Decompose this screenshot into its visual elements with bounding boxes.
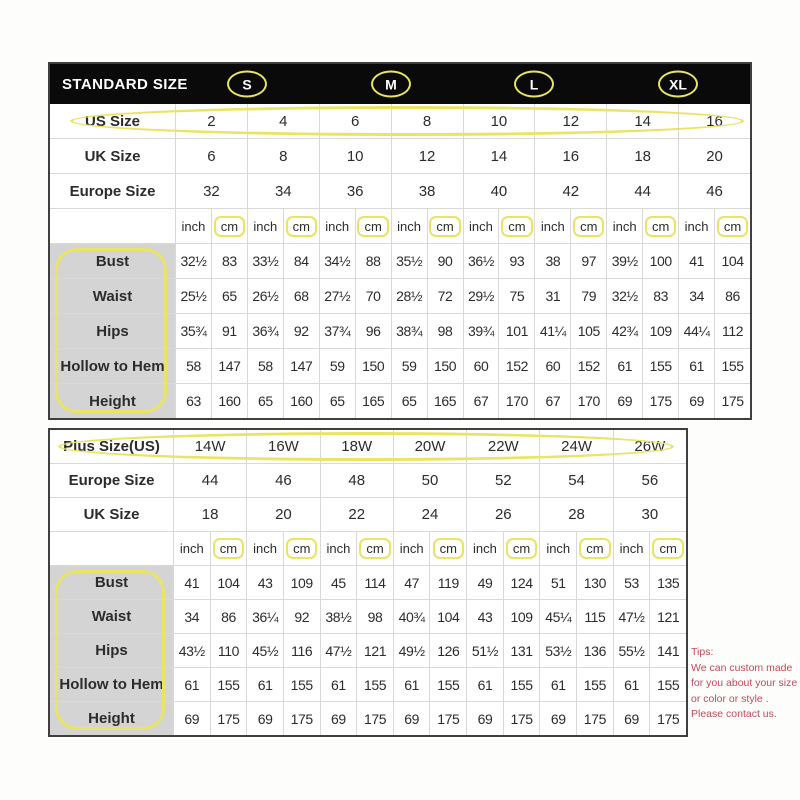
size-row-europe-size [50,173,750,208]
measure-value: 61 [606,349,642,383]
measure-value: 84 [283,244,319,278]
row-label: Plus Size(US) [63,438,160,455]
measure-value: 175 [576,702,613,735]
unit-inch-label: inch [463,209,499,243]
size-value: 20 [246,498,319,531]
unit-inch-label: inch [391,209,427,243]
measure-value: 109 [283,566,320,599]
size-row-uk-size [50,497,686,531]
unit-cm-cell [283,209,319,243]
measure-value: 34½ [319,244,355,278]
size-value: 44 [606,174,678,208]
row-label: UK Size [84,147,141,165]
measure-value: 109 [642,314,678,348]
tips-text-line: We can custom made [691,661,793,674]
row-label: Height [50,702,173,735]
measure-value: 155 [356,668,393,701]
measure-block [50,243,750,418]
measure-value: 47½ [320,634,357,667]
size-group-l-badge: L [514,71,554,98]
unit-inch-label: inch [173,532,210,565]
size-value: 6 [175,139,247,173]
measure-value: 175 [210,702,247,735]
unit-inch-label: inch [319,209,355,243]
standard-size-table [48,62,752,420]
measure-value: 175 [429,702,466,735]
measure-value: 152 [570,349,606,383]
measure-value: 175 [283,702,320,735]
unit-cm-label: cm [286,538,317,559]
measure-row-height [50,701,686,735]
size-value: 22 [320,498,393,531]
measure-value: 86 [714,279,750,313]
size-row-uk-size [50,138,750,173]
size-row-europe-size [50,463,686,497]
measure-value: 115 [576,600,613,633]
size-group-m-badge: M [371,71,411,98]
size-value: 8 [247,139,319,173]
measure-value: 165 [427,384,463,418]
tips-text-line: for you about your size [691,677,798,689]
measure-value: 33½ [247,244,283,278]
row-label: Hips [50,314,175,348]
unit-cm-label: cm [433,538,464,559]
measure-value: 53 [613,566,650,599]
measure-value: 69 [678,384,714,418]
measure-value: 67 [534,384,570,418]
measure-value: 67 [463,384,499,418]
size-value: 36 [319,174,391,208]
unit-cm-cell [642,209,678,243]
unit-label-spacer [50,532,173,565]
measure-value: 69 [539,702,576,735]
measure-value: 42¾ [606,314,642,348]
size-value: 14 [463,139,535,173]
measure-value: 155 [649,668,686,701]
unit-cm-cell [210,532,247,565]
unit-label-spacer [50,209,175,243]
unit-cm-label: cm [359,538,390,559]
unit-cm-label: cm [214,216,245,237]
unit-cm-cell [283,532,320,565]
size-value: 26 [466,498,539,531]
measure-value: 155 [210,668,247,701]
measure-row-bust [50,244,750,278]
measure-value: 75 [498,279,534,313]
unit-cm-cell [503,532,540,565]
unit-inch-label: inch [534,209,570,243]
measure-value: 90 [427,244,463,278]
measure-value: 121 [356,634,393,667]
measure-value: 170 [570,384,606,418]
size-value: 20 [678,139,750,173]
measure-value: 51½ [466,634,503,667]
measure-value: 155 [503,668,540,701]
row-label: Hips [50,634,173,667]
unit-cm-label: cm [717,216,748,237]
unit-cm-cell [427,209,463,243]
measure-block [50,565,686,735]
tips-note [691,645,797,723]
standard-size-title: STANDARD SIZE [62,75,188,93]
measure-value: 36½ [463,244,499,278]
unit-inch-label: inch [613,532,650,565]
measure-value: 39¾ [463,314,499,348]
measure-value: 112 [714,314,750,348]
size-value: 10 [463,104,535,138]
measure-row-hollow-to-hem [50,348,750,383]
row-label: US Size [84,112,141,130]
unit-inch-label: inch [247,209,283,243]
measure-value: 34 [678,279,714,313]
measure-value: 175 [356,702,393,735]
row-label: Bust [50,244,175,278]
measure-value: 65 [211,279,247,313]
row-label: Height [50,384,175,418]
unit-cm-label: cm [357,216,388,237]
measure-value: 150 [427,349,463,383]
size-value: 42 [534,174,606,208]
measure-value: 91 [211,314,247,348]
unit-cm-label: cm [213,538,244,559]
measure-row-bust [50,566,686,599]
measure-value: 61 [466,668,503,701]
measure-value: 47½ [613,600,650,633]
measure-value: 55½ [613,634,650,667]
size-value: 14W [173,430,246,463]
measure-value: 27½ [319,279,355,313]
row-label: Bust [50,566,173,599]
measure-row-hollow-to-hem [50,667,686,701]
measure-value: 25½ [175,279,211,313]
measure-value: 36¼ [246,600,283,633]
measure-value: 104 [714,244,750,278]
size-value: 28 [539,498,612,531]
measure-value: 105 [570,314,606,348]
measure-row-height [50,383,750,418]
measure-value: 160 [211,384,247,418]
measure-value: 155 [283,668,320,701]
unit-cm-label: cm [652,538,683,559]
measure-value: 69 [173,702,210,735]
size-value: 50 [393,464,466,497]
measure-value: 69 [466,702,503,735]
measure-value: 114 [356,566,393,599]
unit-cm-cell [714,209,750,243]
measure-value: 69 [606,384,642,418]
size-value: 52 [466,464,539,497]
unit-cm-cell [356,532,393,565]
measure-value: 35¾ [175,314,211,348]
row-label: Europe Size [68,472,155,489]
measure-value: 47 [393,566,430,599]
unit-cm-cell [355,209,391,243]
measure-value: 61 [246,668,283,701]
measure-value: 43½ [173,634,210,667]
measure-value: 58 [175,349,211,383]
measure-value: 59 [319,349,355,383]
unit-cm-cell [576,532,613,565]
size-value: 12 [534,104,606,138]
unit-cm-label: cm [506,538,537,559]
size-value: 16 [534,139,606,173]
measure-value: 155 [429,668,466,701]
measure-value: 45¼ [539,600,576,633]
measure-value: 101 [498,314,534,348]
size-value: 20W [393,430,466,463]
measure-value: 130 [576,566,613,599]
measure-value: 45 [320,566,357,599]
measure-value: 69 [320,702,357,735]
measure-value: 98 [427,314,463,348]
measure-value: 135 [649,566,686,599]
measure-value: 152 [498,349,534,383]
row-label: Hollow to Hem [50,668,173,701]
measure-value: 32½ [175,244,211,278]
measure-row-waist [50,278,750,313]
size-value: 34 [247,174,319,208]
tips-title: Tips: [691,646,714,658]
measure-value: 61 [320,668,357,701]
measure-value: 136 [576,634,613,667]
size-value: 46 [246,464,319,497]
measure-value: 63 [175,384,211,418]
measure-value: 59 [391,349,427,383]
measure-value: 160 [283,384,319,418]
measure-value: 104 [429,600,466,633]
measure-value: 68 [283,279,319,313]
measure-value: 32½ [606,279,642,313]
tips-text-line: Please contact us. [691,708,777,720]
unit-cm-cell [649,532,686,565]
size-value: 38 [391,174,463,208]
measure-value: 175 [714,384,750,418]
measure-value: 124 [503,566,540,599]
row-label: UK Size [83,506,140,523]
plus-size-table [48,428,688,737]
size-value: 10 [319,139,391,173]
unit-inch-label: inch [539,532,576,565]
measure-value: 41 [678,244,714,278]
size-value: 16W [246,430,319,463]
measure-value: 28½ [391,279,427,313]
measure-value: 97 [570,244,606,278]
measure-value: 110 [210,634,247,667]
measure-value: 35½ [391,244,427,278]
measure-value: 53½ [539,634,576,667]
measure-value: 41¼ [534,314,570,348]
measure-value: 175 [642,384,678,418]
measure-row-hips [50,313,750,348]
measure-row-hips [50,633,686,667]
standard-size-header [50,64,750,104]
row-label: Waist [50,600,173,633]
unit-inch-label: inch [393,532,430,565]
unit-cm-label: cm [573,216,604,237]
measure-value: 44¼ [678,314,714,348]
unit-row [50,531,686,565]
measure-value: 116 [283,634,320,667]
unit-cm-label: cm [579,538,610,559]
size-value: 40 [463,174,535,208]
measure-value: 131 [503,634,540,667]
measure-value: 36¾ [247,314,283,348]
size-value: 6 [319,104,391,138]
measure-value: 92 [283,314,319,348]
size-value: 48 [320,464,393,497]
size-group-xl-badge: XL [658,71,698,98]
measure-value: 58 [247,349,283,383]
size-value: 54 [539,464,612,497]
measure-value: 147 [211,349,247,383]
measure-value: 43 [466,600,503,633]
size-group-s-badge: S [227,71,267,98]
measure-value: 61 [393,668,430,701]
size-value: 18 [606,139,678,173]
row-label: Hollow to Hem [50,349,175,383]
tips-text-line: or color or style . [691,692,769,705]
measure-value: 83 [642,279,678,313]
size-row-us-size [50,104,750,138]
measure-value: 29½ [463,279,499,313]
size-value: 14 [606,104,678,138]
unit-cm-label: cm [286,216,317,237]
unit-inch-label: inch [606,209,642,243]
measure-value: 170 [498,384,534,418]
size-value: 30 [613,498,686,531]
unit-row [50,208,750,243]
measure-value: 96 [355,314,391,348]
measure-value: 41 [173,566,210,599]
measure-value: 88 [355,244,391,278]
measure-value: 65 [319,384,355,418]
measure-value: 49 [466,566,503,599]
measure-value: 175 [503,702,540,735]
measure-value: 92 [283,600,320,633]
unit-cm-label: cm [501,216,532,237]
measure-value: 69 [393,702,430,735]
measure-value: 86 [210,600,247,633]
unit-inch-label: inch [175,209,211,243]
measure-value: 61 [173,668,210,701]
unit-inch-label: inch [466,532,503,565]
measure-value: 72 [427,279,463,313]
unit-cm-label: cm [645,216,676,237]
row-label: Europe Size [69,182,156,200]
size-value: 18W [320,430,393,463]
unit-cm-cell [429,532,466,565]
measure-value: 61 [539,668,576,701]
measure-value: 40¾ [393,600,430,633]
measure-value: 98 [356,600,393,633]
size-value: 4 [247,104,319,138]
size-value: 32 [175,174,247,208]
measure-value: 37¾ [319,314,355,348]
measure-value: 61 [613,668,650,701]
measure-value: 65 [391,384,427,418]
measure-value: 141 [649,634,686,667]
size-value: 22W [466,430,539,463]
size-value: 24 [393,498,466,531]
measure-value: 83 [211,244,247,278]
measure-value: 93 [498,244,534,278]
size-value: 18 [173,498,246,531]
size-value: 46 [678,174,750,208]
unit-cm-cell [498,209,534,243]
row-label: Waist [50,279,175,313]
measure-value: 34 [173,600,210,633]
size-value: 44 [173,464,246,497]
measure-value: 51 [539,566,576,599]
measure-value: 79 [570,279,606,313]
measure-value: 121 [649,600,686,633]
measure-value: 104 [210,566,247,599]
size-row-plus-size-us [50,430,686,463]
measure-value: 31 [534,279,570,313]
size-value: 16 [678,104,750,138]
measure-value: 155 [642,349,678,383]
unit-cm-cell [211,209,247,243]
measure-value: 70 [355,279,391,313]
measure-value: 155 [576,668,613,701]
size-value: 2 [175,104,247,138]
size-value: 8 [391,104,463,138]
measure-value: 109 [503,600,540,633]
unit-inch-label: inch [678,209,714,243]
measure-value: 119 [429,566,466,599]
measure-value: 175 [649,702,686,735]
measure-value: 155 [714,349,750,383]
measure-value: 38¾ [391,314,427,348]
size-value: 24W [539,430,612,463]
unit-inch-label: inch [320,532,357,565]
measure-value: 126 [429,634,466,667]
measure-value: 60 [534,349,570,383]
measure-value: 39½ [606,244,642,278]
size-value: 56 [613,464,686,497]
measure-row-waist [50,599,686,633]
unit-inch-label: inch [246,532,283,565]
size-value: 12 [391,139,463,173]
measure-value: 69 [246,702,283,735]
measure-value: 150 [355,349,391,383]
measure-value: 49½ [393,634,430,667]
measure-value: 65 [247,384,283,418]
measure-value: 43 [246,566,283,599]
measure-value: 26½ [247,279,283,313]
measure-value: 100 [642,244,678,278]
measure-value: 69 [613,702,650,735]
unit-cm-label: cm [429,216,460,237]
measure-value: 147 [283,349,319,383]
size-value: 26W [613,430,686,463]
measure-value: 38 [534,244,570,278]
unit-cm-cell [570,209,606,243]
measure-value: 165 [355,384,391,418]
measure-value: 61 [678,349,714,383]
measure-value: 60 [463,349,499,383]
measure-value: 38½ [320,600,357,633]
measure-value: 45½ [246,634,283,667]
